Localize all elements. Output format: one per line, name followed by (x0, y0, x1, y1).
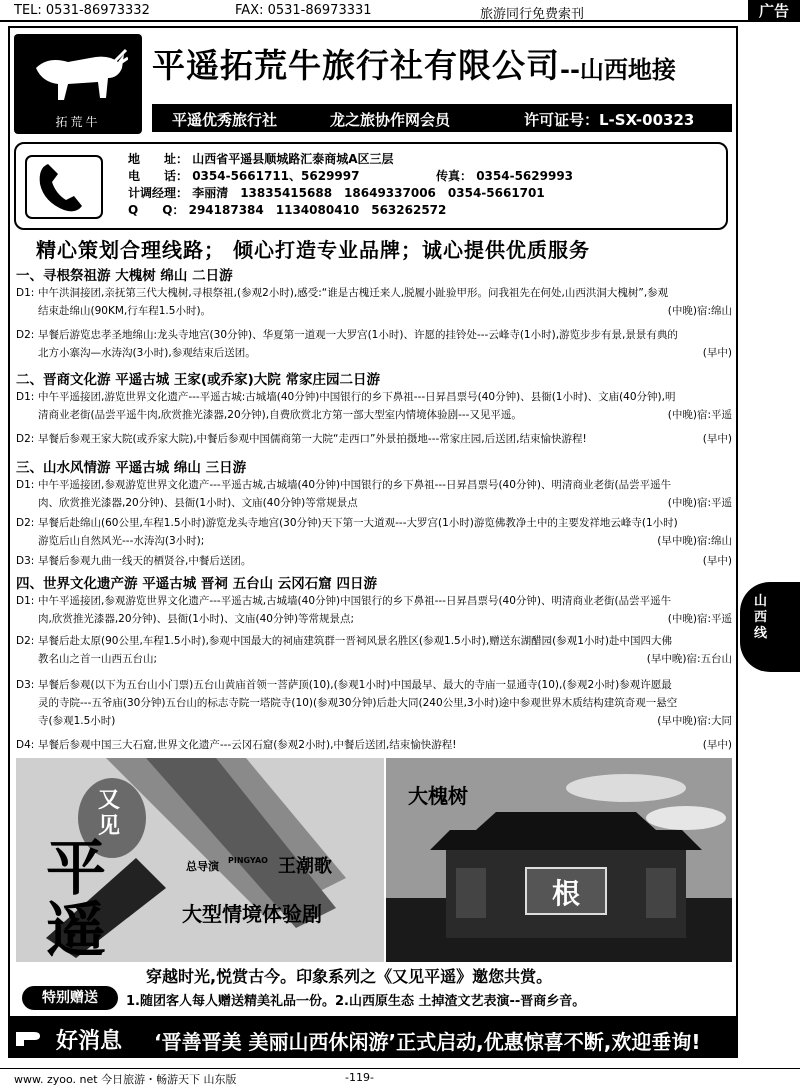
day-text: 早餐后参观中国三大石窟,世界文化遗产---云冈石窟(参观2小时),中餐后送团,结束愉快游程! (38, 739, 457, 751)
day-label: D1: (16, 595, 35, 607)
huaishu-label: 大槐树 (408, 784, 468, 808)
day-text: 早餐后参观(以下为五台山小门票)五台山黄庙首领一菩萨顶(10),(参观1小时)中国最早、最大的寺庙一显通寺(10),(参观2小时)参观许愿最灵的寺院---五爷庙(30分钟)五台山的标志寺院一塔院寺(10)(参观30分钟)后赴大同(240公里,3小时)途中参观世界木质结构建筑奇观一悬空寺(参观1.5小时) (38, 679, 678, 727)
tour-title-3: 三、山水风情游 平遥古城 绵山 三日游 (16, 460, 247, 476)
tour-title-4: 四、世界文化遗产游 平遥古城 晋祠 五台山 云冈石窟 四日游 (16, 576, 377, 592)
header-tel: TEL: 0531-86973332 (14, 3, 150, 18)
tour-4-day-3 (16, 676, 732, 730)
day-text: 中午平遥接团,参观游览世界文化遗产---平遥古城,古城墙(40分钟)中国银行的乡下鼻祖---日昇昌票号(40分钟)、明清商业老街(品尝平遥牛肉,欣赏推光漆器,20分钟)、县衙(1小时)、文庙(40分钟)等常规景点; (38, 595, 672, 625)
phone-value: 0354-5661711、5629997 (192, 169, 360, 183)
promo-line: 穿越时光,悦赏古今。印象系列之《又见平遥》邀您共赏。 (146, 967, 553, 986)
day-text: 中午平遥接团,游览世界文化遗产---平遥古城:古城墙(40分钟)中国银行的乡下鼻祖---日昇昌票号(40分钟)、县衙(1小时)、文庙(40分钟),明清商业老街(品尝平遥牛肉,欣赏推光漆器,20分钟),自费欣赏北方第一部大型室内情境体验剧---又见平遥。 (38, 391, 676, 421)
phone-icon (24, 154, 104, 220)
pingyao-mark: PINGYAO (228, 856, 268, 865)
day-meals: (早中) (702, 739, 732, 751)
honor-1: 平遥优秀旅行社 (172, 111, 278, 129)
day-label: D2: (16, 517, 35, 529)
address-value: 山西省平遥县顺城路汇泰商城A区三层 (192, 152, 394, 166)
tour-4-day-1 (16, 592, 732, 628)
address-label: 地 址： (128, 152, 189, 166)
day-meals: (中晚)宿:平遥 (667, 409, 732, 421)
tour-4-day-2 (16, 632, 732, 668)
show-title-big: 平遥 (46, 834, 106, 962)
tour-title-2: 二、晋商文化游 平遥古城 王家(或乔家)大院 常家庄园二日游 (16, 372, 380, 388)
day-text: 早餐后赴绵山(60公里,车程1.5小时)游览龙头寺地宫(30分钟)天下第一大道观---大罗宫(1小时)游览佛教净土中的主要发祥地云峰寺(1小时)游览后山自然风光---水涛沟(3小时); (38, 517, 678, 547)
day-label: D2: (16, 433, 35, 445)
day-text: 早餐后游览忠孝圣地绵山:龙头寺地宫(30分钟)、华夏第一道观一大罗宫(1小时)、许愿的挂铃处---云峰寺(1小时),游览步步有景,景景有典的北方小寨沟—水涛沟(3小时),参观结束后送团。 (38, 329, 678, 359)
gate-plaque: 根 (552, 877, 581, 910)
page-number: -119- (345, 1071, 374, 1084)
day-meals: (早中晚)宿:绵山 (657, 535, 732, 547)
tour-1-day-2 (16, 326, 732, 362)
good-news-bar (8, 1016, 738, 1058)
good-news-message: ‘晋善晋美 美丽山西休闲游’正式启动,优惠惊喜不断,欢迎垂询! (154, 1030, 701, 1054)
logo-caption: 拓荒牛 (55, 115, 101, 129)
page-footer (0, 1068, 800, 1086)
show-banner (16, 758, 384, 962)
day-label: D3: (16, 679, 35, 691)
day-meals: (早中) (702, 555, 732, 567)
header-title: 旅游同行免费索刊 (480, 7, 585, 22)
show-subtitle: 大型情境体验剧 (182, 902, 322, 926)
company-tagline: --山西地接 (560, 56, 676, 84)
day-label: D4: (16, 739, 35, 751)
good-news-label: 好消息 (56, 1029, 123, 1054)
day-meals: (早中) (702, 433, 732, 445)
bull-icon (28, 48, 128, 108)
side-tab-label: 山西线 (754, 594, 768, 641)
day-meals: (中晚)宿:绵山 (667, 305, 732, 317)
tour-2-day-1 (16, 388, 732, 424)
region-side-tab (740, 582, 800, 672)
day-text: 早餐后参观王家大院(或乔家大院),中餐后参观中国儒商第一大院“走西口”外景拍摄地---常家庄园,后送团,结束愉快游程! (38, 433, 587, 445)
fax-value: 0354-5629993 (476, 169, 574, 183)
show-title-small: 又见 (98, 788, 121, 839)
pointing-hand-icon (14, 1024, 44, 1048)
slogan: 精心策划合理线路； 倾心打造专业品牌；诚心提供优质服务 (36, 238, 590, 262)
company-name: 平遥拓荒牛旅行社有限公司 (152, 46, 560, 85)
day-label: D2: (16, 329, 35, 341)
tour-3-day-1 (16, 476, 732, 512)
top-bar (0, 0, 800, 22)
day-label: D3: (16, 555, 35, 567)
day-text: 中午洪洞接团,亲抚第三代大槐树,寻根祭祖,(参观2小时),感受:“谁是古槐迁来人,脱履小趾验甲形。问我祖先在何处,山西洪洞大槐树”,参观结束赴绵山(90KM,行车程1.5小时)。 (38, 287, 669, 317)
day-text: 早餐后赴太原(90公里,车程1.5小时),参观中国最大的祠庙建筑群一晋祠风景名胜区(参观1.5小时),赠送东湖醋园(参观1小时)赴中国四大佛教名山之首一山西五台山; (38, 635, 673, 665)
footer-site: www. zyoo. net 今日旅游・畅游天下 山东版 (14, 1073, 237, 1086)
day-meals: (早中晚)宿:大同 (657, 715, 732, 727)
manager-value: 李丽清 13835415688 18649337006 0354-5661701 (192, 186, 545, 200)
license-number: 许可证号：L-SX-00323 (524, 111, 695, 129)
day-meals: (早中) (702, 347, 732, 359)
day-meals: (中晚)宿:平遥 (667, 497, 732, 509)
director-name: 王潮歌 (278, 856, 332, 877)
ad-badge: 广告 (748, 0, 800, 22)
day-text: 早餐后参观九曲一线天的栖贤谷,中餐后送团。 (38, 555, 252, 567)
qq-value: 294187384 1134080410 563262572 (188, 203, 447, 217)
huaishu-banner (386, 758, 732, 962)
honor-2: 龙之旅协作网会员 (330, 111, 451, 129)
company-logo (14, 34, 142, 134)
tour-2-day-2 (16, 430, 732, 448)
day-label: D2: (16, 635, 35, 647)
director-label: 总导演 (186, 860, 219, 873)
qq-label: Q Q： (128, 203, 185, 217)
day-label: D1: (16, 479, 35, 491)
day-label: D1: (16, 391, 35, 403)
gift-text: 1.随团客人每人赠送精美礼品一份。2.山西原生态 土掉渣文艺表演--晋商乡音。 (126, 994, 586, 1009)
manager-label: 计调经理： (128, 186, 189, 200)
phone-label: 电 话： (128, 169, 189, 183)
contact-box (14, 142, 728, 230)
fax-label: 传真： (436, 169, 473, 183)
header-fax: FAX: 0531-86973331 (235, 3, 372, 18)
day-text: 中午平遥接团,参观游览世界文化遗产---平遥古城,古城墙(40分钟)中国银行的乡下鼻祖---日昇昌票号(40分钟)、明清商业老街(品尝平遥牛肉、欣赏推光漆器,20分钟)、县衙(1小时)、文庙(40分钟)等常规景点 (38, 479, 672, 509)
tour-3-day-3 (16, 552, 732, 570)
day-label: D1: (16, 287, 35, 299)
gift-badge: 特别赠送 (22, 986, 118, 1010)
tour-1-day-1 (16, 284, 732, 320)
day-meals: (早中晚)宿:五台山 (646, 653, 732, 665)
honors-band (152, 104, 732, 132)
day-meals: (中晚)宿:平遥 (667, 613, 732, 625)
tour-3-day-2 (16, 514, 732, 550)
tour-4-day-4 (16, 736, 732, 754)
tour-title-1: 一、寻根祭祖游 大槐树 绵山 二日游 (16, 268, 233, 284)
